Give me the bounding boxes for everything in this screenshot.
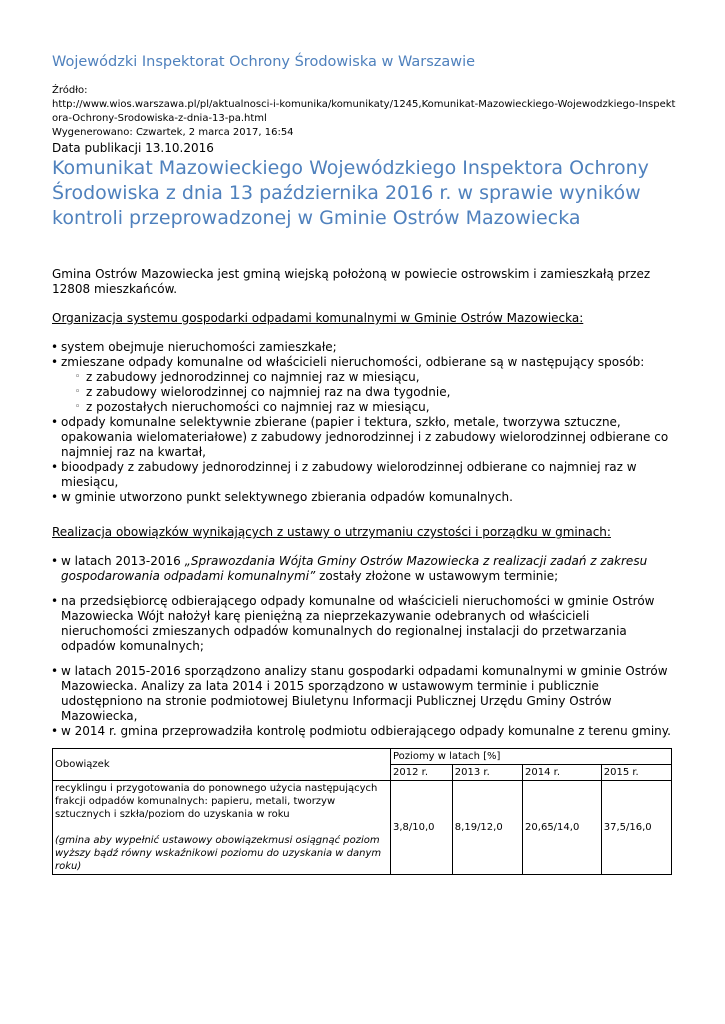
- section-2-list-penalty: [52, 594, 672, 654]
- collection-frequency-sublist: [61, 370, 672, 415]
- header-year: 2013 r.: [452, 765, 522, 781]
- section-2-heading: Realizacja obowiązków wynikających z ustawy o utrzymaniu czystości i porządku w gminach:: [52, 525, 611, 539]
- header-levels: Poziomy w latach [%]: [391, 749, 672, 765]
- table-row: [53, 781, 672, 875]
- list-item: • odpady komunalne selektywnie zbierane (papier i tektura, szkło, metale, tworzywa sztuczne, opakowania wielomateriałowe) z zabudowy jednorodzinnej i z zabudowy wielorodzinnej odbierane co najmniej raz na kwartał,: [52, 415, 672, 460]
- generated-timestamp: Wygenerowano: Czwartek, 2 marca 2017, 16:54: [52, 127, 294, 138]
- article-title: Komunikat Mazowieckiego Wojewódzkiego Inspektora Ochrony Środowiska z dnia 13 października 2016 r. w sprawie wyników kontroli przeprowadzonej w Gminie Ostrów Mazowiecka: [52, 157, 649, 229]
- value-cell: 3,8/10,0: [391, 781, 453, 875]
- obligation-description: recyklingu i przygotowania do ponownego użycia następujących frakcji odpadów komunalnych: papieru, metali, tworzyw sztucznych i szkła/poziom do uzyskania w roku: [55, 783, 378, 820]
- report-title-italic: „Sprawozdania Wójta Gminy Ostrów Mazowiecka z realizacji zadań z zakresu gospodarowania odpadami komunalnymi”: [61, 554, 648, 583]
- sublist-item: ◦ z zabudowy wielorodzinnej co najmniej raz na dwa tygodnie,: [61, 385, 672, 400]
- table-header-row: [53, 749, 672, 765]
- list-item: • bioodpady z zabudowy jednorodzinnej i z zabudowy wielorodzinnej odbierane co najmniej raz w miesiącu,: [52, 460, 672, 490]
- list-item: • zmieszane odpady komunalne od właścicieli nieruchomości, odbierane są w następujący sposób: ◦ z zabudowy jednorodzinnej co najmniej raz w miesiącu, ◦ z zabudowy wielorodzinnej co najmniej raz na dwa tygodnie, ◦ z pozostałych nieruchomości co najmniej raz w miesiącu,: [52, 355, 672, 415]
- section-1-heading: Organizacja systemu gospodarki odpadami komunalnymi w Gminie Ostrów Mazowiecka:: [52, 311, 584, 325]
- sublist-item: ◦ z pozostałych nieruchomości co najmniej raz w miesiącu,: [61, 400, 672, 415]
- section-2-list-wrapper: [52, 554, 672, 739]
- source-url-line-1[interactable]: http://www.wios.warszawa.pl/pl/aktualnosci-i-komunika/komunikaty/1245,Komunikat-Mazowieckiego-Wojewodzkiego-Inspekt: [52, 99, 676, 110]
- header-obligation: Obowiązek: [53, 749, 391, 781]
- section-2-list-analysis: [52, 664, 672, 739]
- site-title: Wojewódzki Inspektorat Ochrony Środowiska w Warszawie: [52, 54, 476, 70]
- header-year: 2014 r.: [523, 765, 602, 781]
- sublist-item: ◦ z zabudowy jednorodzinnej co najmniej raz w miesiącu,: [61, 370, 672, 385]
- list-item: • w gminie utworzono punkt selektywnego zbierania odpadów komunalnych.: [52, 490, 672, 505]
- source-url-line-2[interactable]: ora-Ochrony-Srodowiska-z-dnia-13-pa.html: [52, 113, 267, 124]
- value-cell: 20,65/14,0: [523, 781, 602, 875]
- value-cell: 8,19/12,0: [452, 781, 522, 875]
- list-item: • w latach 2013-2016 „Sprawozdania Wójta Gminy Ostrów Mazowiecka z realizacji zadań z zakresu gospodarowania odpadami komunalnymi” zostały złożone w ustawowym terminie;: [52, 554, 672, 584]
- list-item: • system obejmuje nieruchomości zamieszkałe;: [52, 340, 672, 355]
- value-cell: 37,5/16,0: [601, 781, 671, 875]
- list-item: • w 2014 r. gmina przeprowadziła kontrolę podmiotu odbierającego odpady komunalne z terenu gminy.: [52, 724, 672, 739]
- section-1-list: [52, 340, 672, 505]
- list-item: • w latach 2015-2016 sporządzono analizy stanu gospodarki odpadami komunalnymi w gminie Ostrów Mazowiecka. Analizy za lata 2014 i 2015 sporządzono w ustawowym terminie i publicznie udostępniono na stronie podmiotowej Biuletynu Informacji Publicznej Urzędu Gminy Ostrów Mazowiecka,: [52, 664, 672, 724]
- obligation-note: (gmina aby wypełnić ustawowy obowiązekmusi osiągnąć poziom wyższy bądź równy wskaźnikowi poziomu do uzyskania w danym roku): [55, 835, 382, 872]
- source-meta: [52, 84, 677, 140]
- obligation-cell: [53, 781, 391, 875]
- section-1-list-wrapper: [52, 340, 672, 505]
- header-year: 2015 r.: [601, 765, 671, 781]
- publication-date: Data publikacji 13.10.2016: [52, 141, 214, 155]
- intro-paragraph: Gmina Ostrów Mazowiecka jest gminą wiejską położoną w powiecie ostrowskim i zamieszkałą przez 12808 mieszkańców.: [52, 267, 651, 296]
- recycling-levels-table: [52, 748, 672, 875]
- section-2-list: [52, 554, 672, 584]
- list-item: • na przedsiębiorcę odbierającego odpady komunalne od właścicieli nieruchomości w gminie Ostrów Mazowiecka Wójt nałożył karę pieniężną za nieprzekazywanie odebranych od właścicieli nieruchomości zmieszanych odpadów komunalnych do regionalnej instalacji do przetwarzania odpadów komunalnych;: [52, 594, 672, 654]
- source-label: Źródło:: [52, 85, 88, 96]
- header-year: 2012 r.: [391, 765, 453, 781]
